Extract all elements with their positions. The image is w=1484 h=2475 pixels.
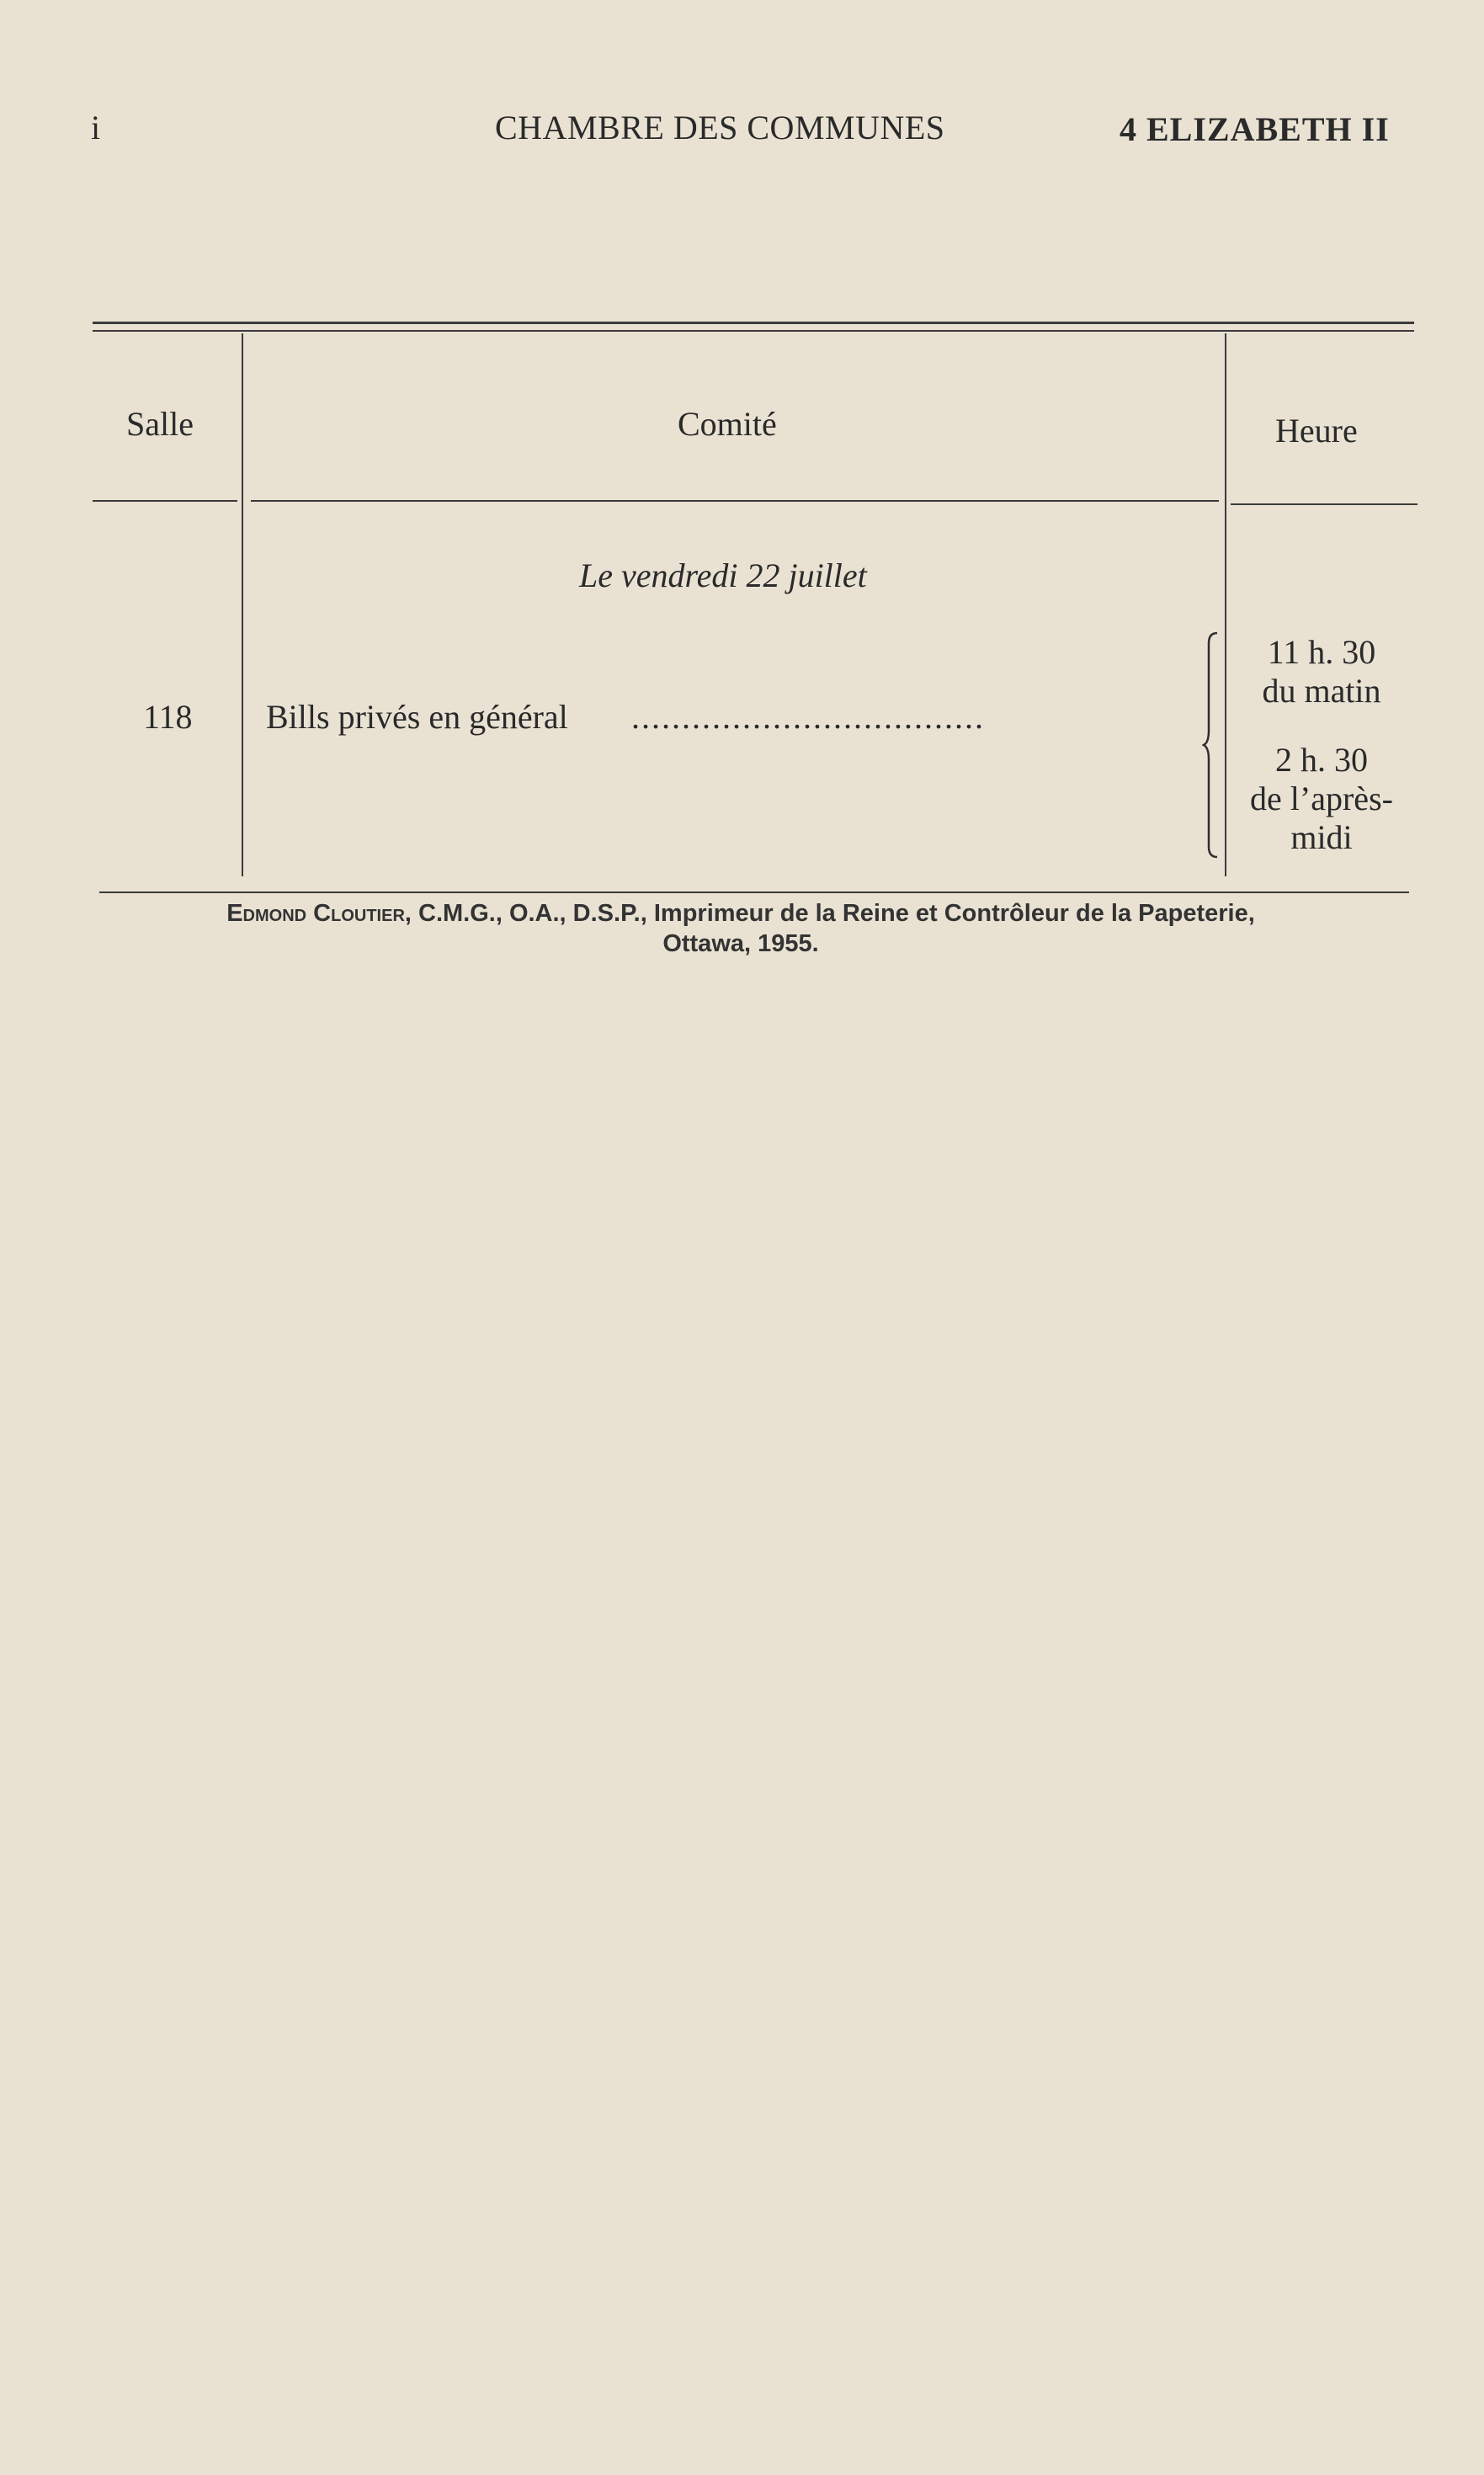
time-afternoon xyxy=(1212,741,1431,857)
time-afternoon-hour: 2 h. 30 xyxy=(1275,741,1368,779)
imprint-line-1 xyxy=(101,898,1380,929)
day-heading: Le vendredi 22 juillet xyxy=(579,556,867,594)
time-afternoon-period-2: midi xyxy=(1290,818,1353,856)
column-header-salle: Salle xyxy=(126,405,194,443)
printer-name: Edmond Cloutier xyxy=(226,900,405,927)
time-morning-hour: 11 h. 30 xyxy=(1267,633,1376,671)
column-rule-salle xyxy=(242,333,243,876)
header-rule-comite xyxy=(251,500,1219,502)
table-top-rule xyxy=(93,322,1414,324)
committee-name: Bills privés en général xyxy=(266,698,568,736)
header-rule-salle xyxy=(93,500,237,502)
time-morning-period: du matin xyxy=(1262,672,1381,710)
table-bottom-rule xyxy=(99,892,1409,893)
regnal-year: 4 ELIZABETH II xyxy=(1120,110,1390,148)
column-header-heure: Heure xyxy=(1275,412,1358,450)
header-rule-heure xyxy=(1231,503,1418,505)
dot-leader: ................................... xyxy=(631,698,985,736)
imprint-place-year: Ottawa, 1955. xyxy=(662,930,819,957)
page-number: i xyxy=(91,109,101,146)
running-title: CHAMBRE DES COMMUNES xyxy=(495,109,945,146)
room-number: 118 xyxy=(143,698,193,736)
time-morning xyxy=(1212,633,1431,711)
column-header-comite: Comité xyxy=(678,405,777,443)
time-afternoon-period-1: de l’après- xyxy=(1250,780,1393,817)
printer-titles: , C.M.G., O.A., D.S.P., Imprimeur de la Reine et Contrôleur de la Papeterie, xyxy=(404,900,1255,927)
printer-imprint xyxy=(101,898,1380,959)
table-top-rule-inner xyxy=(93,330,1414,332)
